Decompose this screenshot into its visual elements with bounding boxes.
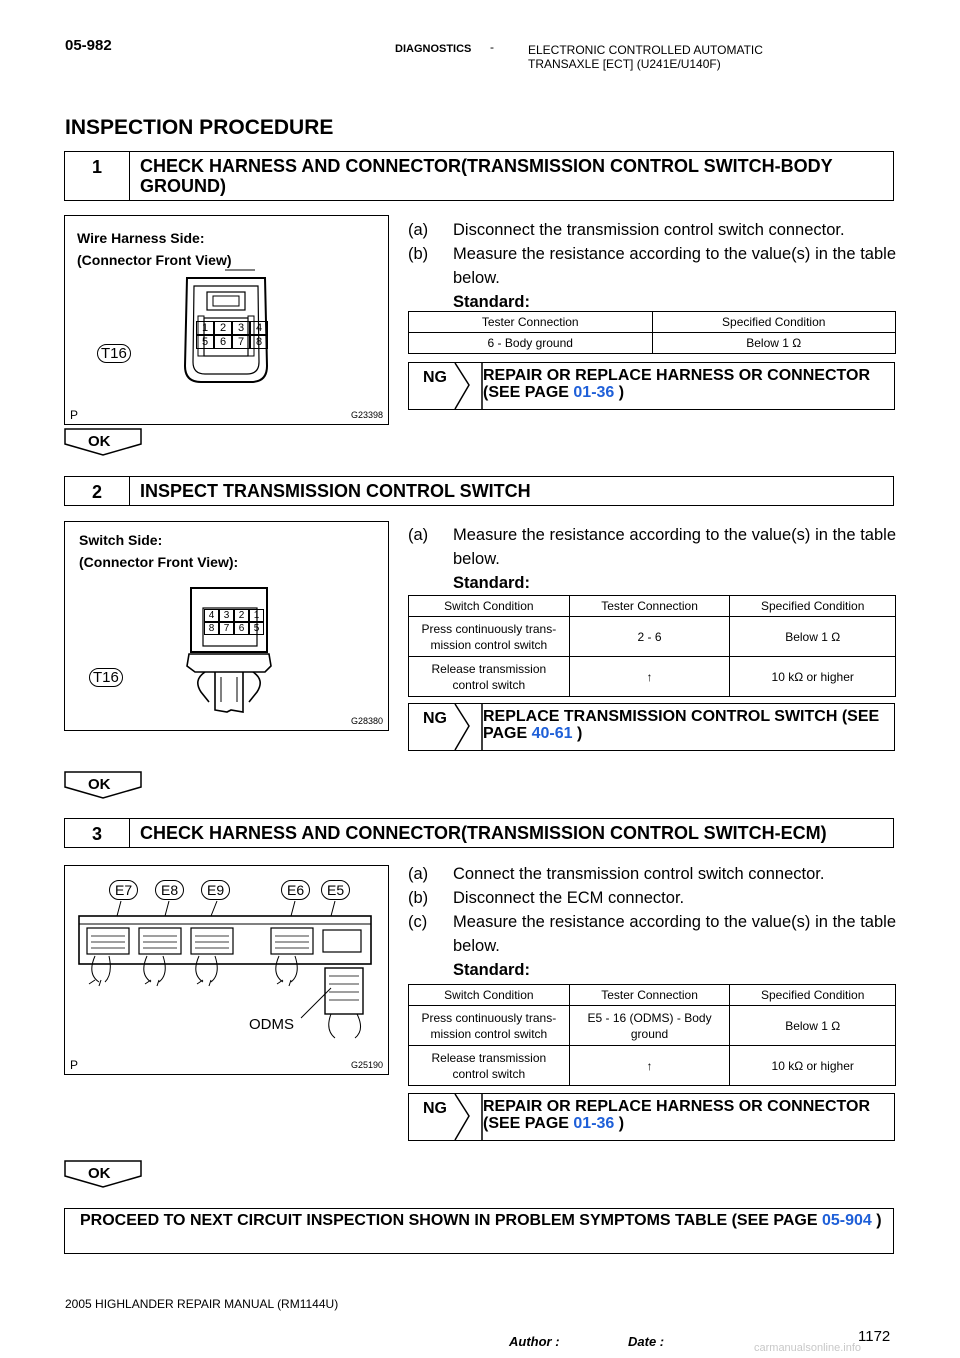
connector-pin: 3 [232, 321, 250, 335]
connector-code: E7 [109, 880, 138, 900]
connector-pin: 7 [219, 622, 234, 635]
standard-label: Standard: [453, 961, 531, 979]
step-title: CHECK HARNESS AND CONNECTOR(TRANSMISSION CONTROL SWITCH-BODY GROUND) [140, 156, 833, 196]
ng-label: NG [423, 710, 447, 727]
connector-pin: 8 [204, 622, 219, 635]
ok-label: OK [88, 433, 111, 450]
step-2-header [64, 476, 894, 506]
figure-id: G25190 [350, 1060, 383, 1070]
step-number: 1 [65, 152, 130, 200]
table-cell: ↑ [569, 1046, 730, 1086]
manual-footer: 2005 HIGHLANDER REPAIR MANUAL (RM1144U) [65, 1297, 339, 1311]
ng-text: REPLACE TRANSMISSION CONTROL SWITCH (SEE PAGE 40-61 ) [483, 708, 880, 742]
ng-label: NG [423, 369, 447, 386]
table-header: Tester Connection [569, 985, 730, 1006]
spec-table [408, 311, 896, 354]
instruction-text: Disconnect the ECM connector. [453, 889, 685, 907]
section-subtitle-1: ELECTRONIC CONTROLLED AUTOMATIC [528, 43, 763, 57]
connector-pin-grid [204, 609, 264, 635]
connector-pin: 7 [232, 335, 250, 349]
odms-label: ODMS [249, 1016, 294, 1033]
table-cell: Press continuously trans-mission control switch [409, 1006, 570, 1046]
connector-code: T16 [89, 668, 123, 687]
instruction-label: (c) [408, 913, 428, 931]
connector-code: E8 [155, 880, 184, 900]
table-cell: Release transmission control switch [409, 657, 570, 697]
ok-label: OK [88, 1165, 111, 1182]
page-link[interactable]: 05-904 [821, 1212, 872, 1229]
figure-corner-mark: P [70, 408, 79, 422]
figure-ecm-connectors [64, 865, 389, 1075]
instruction-label: (b) [408, 889, 429, 907]
table-cell: 6 - Body ground [409, 333, 653, 354]
connector-pin: 2 [214, 321, 232, 335]
connector-pin: 1 [249, 609, 264, 622]
author-label: Author : [509, 1334, 560, 1349]
step-3-instructions [408, 862, 896, 982]
standard-label: Standard: [453, 293, 531, 311]
date-label: Date : [628, 1334, 665, 1349]
ng-text: REPAIR OR REPLACE HARNESS OR CONNECTOR (SEE PAGE 01-36 ) [483, 1098, 870, 1132]
page-link[interactable]: 40-61 [531, 725, 573, 742]
ng-box [408, 362, 895, 410]
ok-flag [64, 1160, 142, 1188]
instruction-text: Measure the resistance according to the value(s) in the table below. [453, 913, 896, 955]
connector-pin: 5 [196, 335, 214, 349]
figure-label: (Connector Front View) [77, 252, 232, 268]
page-number: 1172 [858, 1328, 891, 1345]
table-cell: ↑ [569, 657, 730, 697]
standard-label: Standard: [453, 574, 531, 592]
step-number: 2 [65, 477, 130, 505]
figure-label: Switch Side: [79, 532, 163, 548]
table-cell: Below 1 Ω [730, 617, 896, 657]
table-header: Tester Connection [409, 312, 653, 333]
ok-label: OK [88, 776, 111, 793]
spec-table [408, 595, 896, 697]
step-title: INSPECT TRANSMISSION CONTROL SWITCH [140, 481, 531, 501]
figure-label: (Connector Front View): [79, 554, 239, 570]
figure-id: G23398 [350, 410, 383, 420]
table-header: Specified Condition [730, 985, 896, 1006]
table-cell: E5 - 16 (ODMS) - Body ground [569, 1006, 730, 1046]
table-header: Tester Connection [569, 596, 730, 617]
connector-pin: 3 [219, 609, 234, 622]
instruction-text: Measure the resistance according to the value(s) in the table below. [453, 526, 896, 568]
connector-pin: 1 [196, 321, 214, 335]
instruction-text: Disconnect the transmission control switch connector. [453, 221, 845, 239]
section-title: DIAGNOSTICS [395, 43, 472, 55]
table-header: Switch Condition [409, 985, 570, 1006]
figure-corner-mark: P [70, 1058, 79, 1072]
connector-pin: 6 [214, 335, 232, 349]
ng-label: NG [423, 1100, 447, 1117]
ok-flag [64, 771, 142, 799]
table-cell: 2 - 6 [569, 617, 730, 657]
ng-text: REPAIR OR REPLACE HARNESS OR CONNECTOR (SEE PAGE 01-36 ) [483, 367, 870, 401]
connector-pin: 6 [234, 622, 249, 635]
step-2-instructions [408, 523, 896, 595]
figure-switch-connector [64, 521, 389, 731]
instruction-text: Connect the transmission control switch connector. [453, 865, 825, 883]
connector-pin: 8 [250, 335, 268, 349]
page-link[interactable]: 01-36 [573, 1115, 615, 1132]
table-cell: Below 1 Ω [730, 1006, 896, 1046]
connector-code: E6 [281, 880, 310, 900]
page-link[interactable]: 01-36 [573, 384, 615, 401]
connector-pin-grid [196, 321, 268, 349]
step-number: 3 [65, 819, 130, 847]
header-dash: - [490, 40, 494, 54]
page-title: INSPECTION PROCEDURE [65, 116, 334, 139]
page-code: 05-982 [65, 37, 112, 54]
connector-pin: 4 [250, 321, 268, 335]
ecm-drawing [65, 866, 387, 1072]
table-cell: 10 kΩ or higher [730, 657, 896, 697]
ok-flag [64, 428, 142, 456]
table-cell: Press continuously trans-mission control switch [409, 617, 570, 657]
instruction-text: Measure the resistance according to the value(s) in the table below. [453, 245, 896, 287]
ng-box [408, 1093, 895, 1141]
figure-label: Wire Harness Side: [77, 230, 205, 246]
connector-code: E9 [201, 880, 230, 900]
figure-id: G28380 [350, 716, 383, 726]
table-header: Specified Condition [730, 596, 896, 617]
table-cell: Below 1 Ω [652, 333, 896, 354]
table-cell: Release transmission control switch [409, 1046, 570, 1086]
watermark: carmanualsonline.info [754, 1342, 862, 1354]
step-1-header [64, 151, 894, 201]
table-header: Specified Condition [652, 312, 896, 333]
connector-pin: 5 [249, 622, 264, 635]
spec-table [408, 984, 896, 1086]
connector-code: E5 [321, 880, 350, 900]
figure-wire-harness-connector [64, 215, 389, 425]
connector-pin: 2 [234, 609, 249, 622]
connector-drawing [65, 216, 387, 422]
connector-code: T16 [97, 344, 131, 363]
step-1-instructions [408, 218, 896, 314]
table-cell: 10 kΩ or higher [730, 1046, 896, 1086]
step-title: CHECK HARNESS AND CONNECTOR(TRANSMISSION CONTROL SWITCH-ECM) [140, 823, 827, 843]
connector-pin: 4 [204, 609, 219, 622]
table-header: Switch Condition [409, 596, 570, 617]
proceed-box: PROCEED TO NEXT CIRCUIT INSPECTION SHOWN IN PROBLEM SYMPTOMS TABLE (SEE PAGE 05-904 ) [64, 1208, 894, 1254]
instruction-label: (a) [408, 221, 429, 239]
instruction-label: (a) [408, 865, 429, 883]
step-3-header [64, 818, 894, 848]
ng-box [408, 703, 895, 751]
section-subtitle-2: TRANSAXLE [ECT] (U241E/U140F) [528, 57, 721, 71]
instruction-label: (a) [408, 526, 429, 544]
instruction-label: (b) [408, 245, 429, 263]
